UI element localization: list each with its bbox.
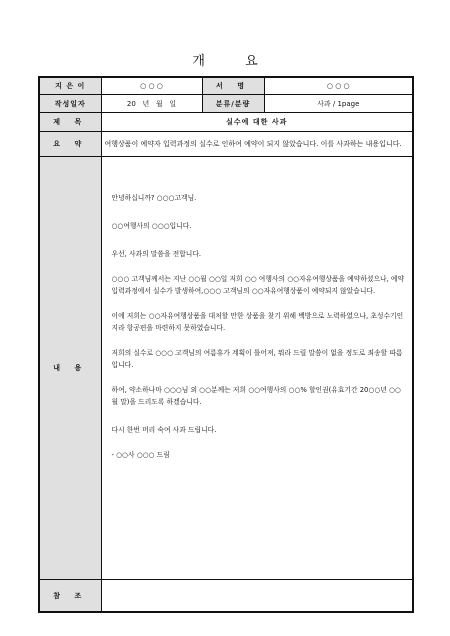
content-paragraph: 하여, 약소하나마 ○○○님 외 ○○분께는 저희 ○○여행사의 ○○% 할인권(유효기간 20○○년 ○○월 말)을 드리도록 하겠습니다. xyxy=(111,386,401,406)
signature-label: 서 명 xyxy=(202,77,264,95)
content-paragraph: 다시 한번 머리 숙여 사과 드립니다. xyxy=(111,426,217,434)
summary-form-table xyxy=(38,76,414,613)
content-paragraph: 안녕하십니까? ○○○고객님. xyxy=(111,194,197,202)
author-label: 지 은 이 xyxy=(39,77,101,95)
date-value: 20 년 월 일 xyxy=(101,95,202,113)
date-label: 작성일자 xyxy=(39,95,101,113)
subject-value: 실수에 대한 사과 xyxy=(101,113,413,132)
summary-value: 여행상품이 예약자 입력과정의 실수로 인하여 예약이 되지 않았습니다. 이를 사과하는 내용입니다. xyxy=(101,132,413,157)
content-body xyxy=(101,157,413,580)
content-paragraph: 우선, 사과의 말씀을 전합니다. xyxy=(111,250,202,258)
content-paragraph: ○○여행사의 ○○○입니다. xyxy=(111,222,192,230)
reference-label: 참 조 xyxy=(39,580,101,613)
document-title: 개 요 xyxy=(192,54,276,69)
category-value: 사과 / 1page xyxy=(264,95,413,113)
subject-label: 제 목 xyxy=(39,113,101,132)
author-value: ○ ○ ○ xyxy=(101,77,202,95)
summary-label: 요 약 xyxy=(39,132,101,157)
reference-value xyxy=(101,580,413,613)
content-label: 내 용 xyxy=(39,157,101,580)
content-paragraph: 저희의 실수로 ○○○ 고객님의 여름휴가 계획이 틀어져, 뭐라 드릴 말씀이 없을 정도로 죄송할 따름입니다. xyxy=(111,349,403,369)
content-paragraph: ○○○ 고객님께서는 지난 ○○월 ○○일 저희 ○○ 여행사의 ○○자유여행상품을 예약하셨으나, 예약 입력과정에서 실수가 발생하여,○○○ 고객님의 ○○자유여행상품이 예약되지 않았습니다. xyxy=(111,275,405,295)
category-label: 분류/분량 xyxy=(202,95,264,113)
content-paragraph: 이에 저희는 ○○자유여행상품을 대처할 만한 상품을 찾기 위해 백방으로 노력하였으나, 초성수기인지라 항공편을 마련하지 못하였습니다. xyxy=(111,312,404,332)
signature-value: ○ ○ ○ xyxy=(264,77,413,95)
content-paragraph: - ○○사 ○○○ 드림 xyxy=(111,451,170,459)
